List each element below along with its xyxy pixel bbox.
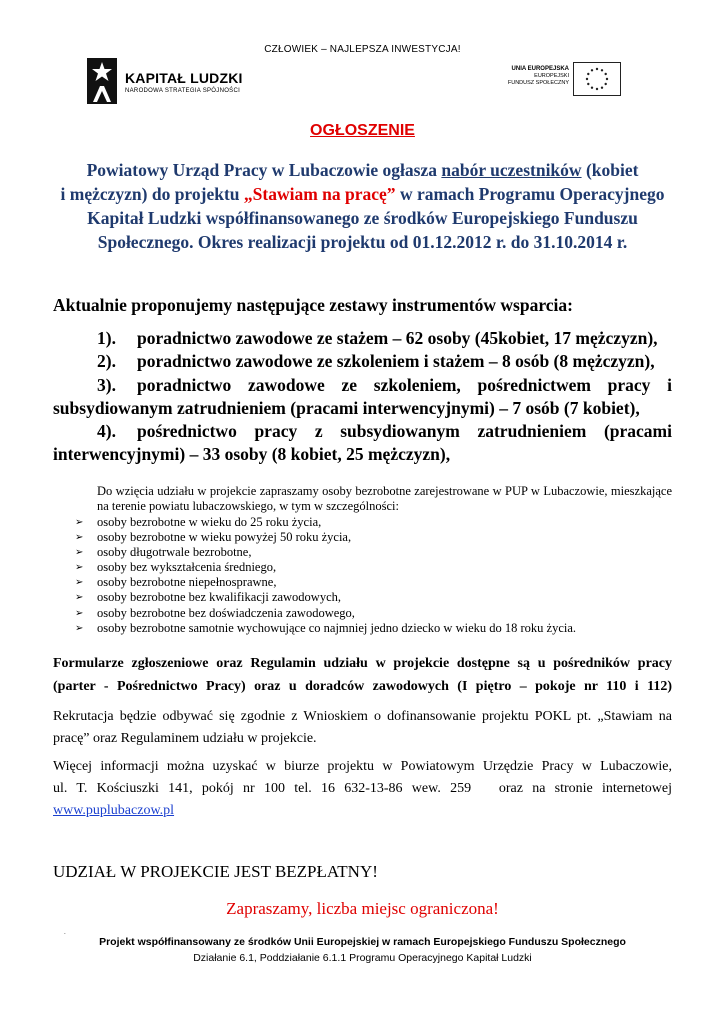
offer-item-4-continued: interwencyjnymi) – 33 osoby (8 kobiet, 25 mężczyzn), xyxy=(53,444,451,464)
list-item xyxy=(75,575,576,590)
intro-line-3: Kapitał Ludzki współfinansowanego ze środków Europejskiego Funduszu xyxy=(87,208,638,228)
free-participation-notice: UDZIAŁ W PROJEKCIE JEST BEZPŁATNY! xyxy=(53,862,378,881)
arrow-bullet-icon: ➢ xyxy=(75,532,84,544)
intro-part-3: i mężczyzn) do projektu xyxy=(60,184,244,204)
intro-part-2: (kobiet xyxy=(581,160,639,180)
invitation-text: Zapraszamy, liczba miejsc ograniczona! xyxy=(226,899,499,918)
eu-logo xyxy=(503,62,621,96)
offer-item-1 xyxy=(97,327,672,349)
arrow-bullet-icon: ➢ xyxy=(75,547,84,559)
offer-item-3-continued: subsydiowanym zatrudnieniem (pracami interwencyjnymi) – 7 osób (7 kobiet), xyxy=(53,398,640,418)
eu-logo-line1: UNIA EUROPEJSKA xyxy=(511,66,569,72)
contact-info-paragraph xyxy=(53,756,672,822)
eu-logo-line3: FUNDUSZ SPOŁECZNY xyxy=(507,80,569,86)
list-item xyxy=(75,545,576,560)
list-item xyxy=(75,621,576,636)
offer-item-2 xyxy=(97,350,672,372)
header-tagline: CZŁOWIEK – NAJLEPSZA INWESTYCJA! xyxy=(264,44,461,55)
criteria-text: osoby bezrobotne w wieku do 25 roku życia, xyxy=(97,515,322,529)
intro-line-1 xyxy=(60,158,665,182)
forms-line-1: Formularze zgłoszeniowe oraz Regulamin udziału w projekcie dostępne są u pośredników pracy xyxy=(53,656,672,671)
forms-line-2: (parter - Pośrednictwo Pracy) oraz u doradców zawodowych (I piętro – pokoje nr 110 i 112) xyxy=(53,679,672,694)
criteria-text: osoby długotrwale bezrobotne, xyxy=(97,545,252,560)
criteria-text: osoby bezrobotne w wieku powyżej 50 roku życia, xyxy=(97,530,352,545)
offer-item-3 xyxy=(97,374,672,396)
eligibility-intro: Do wzięcia udziału w projekcie zapraszamy osoby bezrobotne zarejestrowane w PUP w Lubaczowie, mieszkające na terenie powiatu lubaczowskiego, w tym w szczególności: xyxy=(97,484,672,513)
list-item xyxy=(75,560,576,575)
offer-number: 4). xyxy=(97,421,116,441)
arrow-bullet-icon: ➢ xyxy=(75,517,84,528)
offer-text: poradnictwo zawodowe ze stażem – 62 osoby (45kobiet, 17 mężczyzn), xyxy=(137,328,658,348)
criteria-text: osoby bezrobotne niepełnosprawne, xyxy=(97,575,277,590)
intro-line-2 xyxy=(60,182,665,206)
criteria-list xyxy=(75,515,576,636)
criteria-text: osoby bez wykształcenia średniego, xyxy=(97,560,277,575)
arrow-bullet-icon: ➢ xyxy=(75,622,84,634)
kapital-ludzki-emblem-icon xyxy=(87,58,117,104)
criteria-text: osoby bezrobotne bez kwalifikacji zawodowych, xyxy=(97,590,342,605)
intro-part-1: Powiatowy Urząd Pracy w Lubaczowie ogłasza xyxy=(86,160,442,180)
offer-heading: Aktualnie proponujemy następujące zestawy instrumentów wsparcia: xyxy=(53,295,573,315)
website-link[interactable]: www.puplubaczow.pl xyxy=(53,803,175,818)
eu-logo-line2: EUROPEJSKI xyxy=(534,73,569,79)
footer-mark: . xyxy=(64,928,66,936)
intro-line-4: Społecznego. Okres realizacji projektu od 01.12.2012 r. do 31.10.2014 r. xyxy=(97,232,628,252)
list-item xyxy=(75,606,576,621)
announcement-heading: OGŁOSZENIE xyxy=(310,122,415,139)
offer-text: poradnictwo zawodowe ze szkoleniem i stażem – 8 osób (8 mężczyzn), xyxy=(137,351,655,371)
list-item xyxy=(75,590,576,605)
footer-measure: Działanie 6.1, Poddziałanie 6.1.1 Programu Operacyjnego Kapitał Ludzki xyxy=(193,952,532,964)
offer-number: 2). xyxy=(97,351,116,371)
intro-paragraph xyxy=(60,158,665,254)
offer-text: pośrednictwo pracy z subsydiowanym zatrudnieniem (pracami xyxy=(137,421,672,441)
intro-recruitment-underlined: nabór uczestników xyxy=(441,160,582,180)
kapital-ludzki-title: KAPITAŁ LUDZKI xyxy=(125,70,243,86)
list-item xyxy=(75,530,576,545)
list-item xyxy=(75,515,576,530)
eu-flag-icon xyxy=(573,62,621,96)
criteria-text: osoby bezrobotne samotnie wychowujące co najmniej jedno dziecko w wieku do 18 roku życia. xyxy=(97,620,577,635)
offer-text: poradnictwo zawodowe ze szkoleniem, pośrednictwem pracy i xyxy=(137,375,672,395)
criteria-text: osoby bezrobotne bez doświadczenia zawodowego, xyxy=(97,605,355,620)
forms-notice xyxy=(53,652,672,698)
kapital-ludzki-logo xyxy=(87,56,277,106)
website-line xyxy=(53,800,672,822)
offer-number: 1). xyxy=(97,328,116,348)
arrow-bullet-icon: ➢ xyxy=(75,592,84,604)
offer-line xyxy=(97,420,672,442)
offer-line xyxy=(97,374,672,396)
recruitment-paragraph: Rekrutacja będzie odbywać się zgodnie z Wnioskiem o dofinansowanie projektu POKL pt. „Stawiam na pracę” oraz Regulaminem udziału w projekcie. xyxy=(53,709,672,746)
project-name: „Stawiam na pracę” xyxy=(243,184,396,204)
arrow-bullet-icon: ➢ xyxy=(75,577,84,589)
offer-number: 3). xyxy=(97,375,116,395)
intro-part-4: w ramach Programu Operacyjnego xyxy=(395,184,665,204)
kapital-ludzki-subtitle: NARODOWA STRATEGIA SPÓJNOŚCI xyxy=(125,88,241,94)
footer-cofinancing: Projekt współfinansowany ze środków Unii Europejskiej w ramach Europejskiego Funduszu Społecznego xyxy=(99,936,626,948)
offer-item-4 xyxy=(97,420,672,442)
eu-logo-text xyxy=(503,66,569,87)
contact-line-2: ul. T. Kościuszki 141, pokój nr 100 tel. 16 632-13-86 wew. 259 oraz na stronie internetowej xyxy=(53,781,672,796)
contact-line-1: Więcej informacji można uzyskać w biurze projektu w Powiatowym Urzędzie Pracy w Lubaczowie, xyxy=(53,759,672,774)
arrow-bullet-icon: ➢ xyxy=(75,607,84,619)
arrow-bullet-icon: ➢ xyxy=(75,562,84,574)
